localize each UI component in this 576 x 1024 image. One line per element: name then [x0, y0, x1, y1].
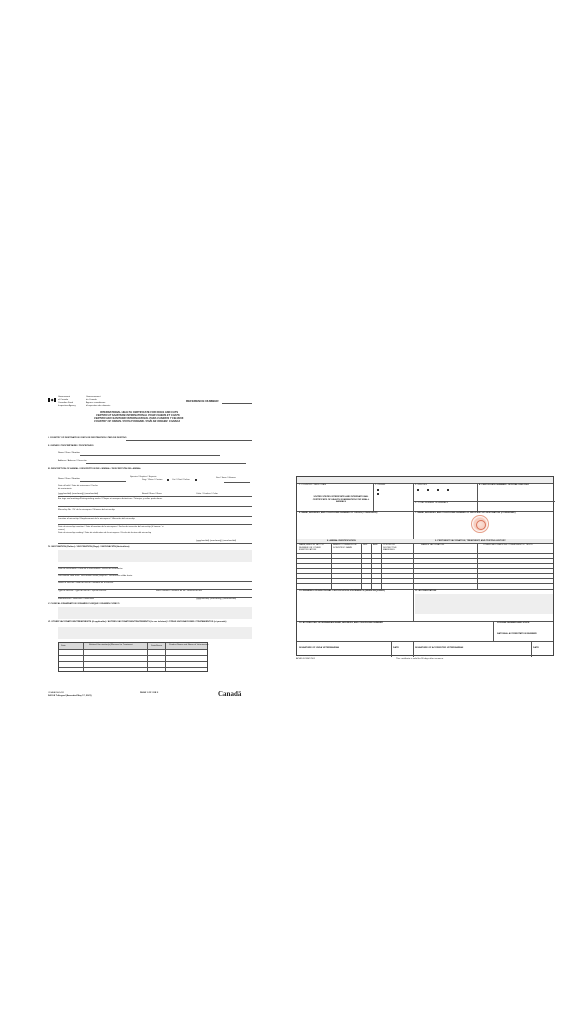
treatment-table: [58, 642, 208, 672]
eartag-label: Ear tags and markings/Distinguishing marks / Plaque et marques distinctives / Tatuajes y señas particulares: [58, 498, 163, 500]
microchip-location-label: Location of microchip / Emplacement de la micropuce / Ubicación del microchip: [58, 518, 135, 520]
consignor-label: 6. NAME, ADDRESS, AND TELEPHONE NUMBER OF ORIGIN (CONSIGNOR): [299, 512, 378, 514]
col-color: COLOR OR DISTINCTIVE MARKINGS: [383, 544, 397, 552]
agency-en: Canadian Food Inspection Agency: [58, 402, 76, 407]
other-statement: [58, 627, 252, 639]
date-format-2: (yyyy/mm/dd) (aaaa/mm/jj) (aaaa/mm/dd): [196, 598, 237, 600]
title-en: INTERNATIONAL HEALTH CERTIFICATE FOR DOGS AND CATS: [100, 411, 179, 414]
country-label: 1. COUNTRY / PAYS / PAÍS: [299, 484, 327, 486]
title-origin: COUNTRY OF ORIGIN / PAYS D'ORIGINE / PAÍS DE ORIGEN: CANADA: [94, 420, 181, 423]
owner-address-label: Address / Adresse / Dirección: [58, 460, 87, 462]
accredited-date-label: DATE: [533, 647, 539, 649]
col-breed: BREED / COMMON OR SCIENTIFIC NAME: [333, 544, 357, 549]
section-owner: II. OWNER / PROPRIÉTAIRE / PROPIETARIO: [48, 445, 94, 447]
vacc-type-label: Type of vaccine / Type de vaccin / Tipo de vacuna: [58, 590, 107, 592]
vaccination-history-header: 9. PERTINENT VACCINATION, TREATMENT, AND TESTING HISTORY: [435, 539, 506, 542]
species-dog: Dog / Chien / Canino: [142, 479, 163, 481]
section-clinical: V. CLINICAL EXAMINATION / EXAMEN CLINIQUE / EXAMEN CLÍNICO: [48, 603, 120, 605]
remarks-label: 10. REMARKS OR ADDITIONAL CERTIFICATION STATEMENTS (WHEN REQUIRED): [299, 590, 385, 592]
vacc-name-label: Name of vaccine / Nom du vaccin / Nombre de la vacuna: [58, 582, 114, 584]
manufacturer-label: Manufacturer / Fabricant / Fabricante: [58, 598, 94, 600]
section-vaccination: IV. VACCINATION (Rabies) / VACCINATION (Rage) / VACUNACIÓN (Antirrábica): [48, 546, 130, 548]
clinical-statement: [58, 607, 252, 619]
breed-label: Breed / Race / Raza: [142, 493, 162, 495]
title-es: CERTIFICADO SANITARIO INTERNACIONAL PARA CANINOS Y FELINOS: [94, 417, 184, 420]
microchip-number-label: Microchip No. / N° de la micropuce / Número del microchip: [58, 509, 115, 511]
species-checkbox-4[interactable]: [447, 489, 449, 491]
dob-label: Date of birth / Date de naissance / Fecha de nacimiento: [58, 485, 98, 490]
license-label: LICENSE NUMBER AND STATE: [497, 622, 530, 624]
vacc-valid-label: Vaccination valid until / Vaccination valide jusqu'au / Vacunación válida hasta: [58, 575, 133, 577]
col-other: OTHER VACCINATIONS / TREATMENTS / TESTS: [483, 544, 533, 546]
consignee-label: 7. NAME, ADDRESS, AND TELEPHONE NUMBER OF RECIPIENT AT DESTINATION (CONSIGNEE): [415, 512, 516, 514]
table-head-reason: Related Vaccination(s)/Reason for Treatment: [89, 644, 133, 646]
animal-id-header: 8. ANIMAL IDENTIFICATION: [327, 539, 356, 542]
table-head-time: Date/Heure: [151, 645, 163, 647]
official-seal-icon: [471, 515, 489, 533]
agency-fr: Agence canadienne d'inspection des aliments: [86, 402, 111, 407]
aphis-outer-border: [296, 476, 554, 656]
validity-note: This certificate is valid for 30 days after issuance.: [396, 658, 444, 660]
vet-name-label: 12. ACCREDITED VETERINARIAN NAME, ADDRESS, AND TELEPHONE NUMBER: [299, 622, 383, 624]
page-number: PAGE 1 OF / DE 2: [140, 692, 159, 694]
col-sex: SEX: [363, 544, 368, 546]
national-accreditation-label: NATIONAL ACCREDITATION NUMBER: [497, 633, 537, 635]
total-animals-label: 5. TOTAL NUMBER OF ANIMALS: [415, 502, 448, 504]
sex-label: Sex / Sexe / Género: [216, 477, 236, 479]
species-label: Species / Espèce / Especie: [130, 476, 157, 478]
footer-code: CFIA/ACIA 5431: [48, 692, 65, 694]
microchip-insert-label: Date of microchip insertion / Date d'insertion de la micropuce / Fecha de inserción del microchip (if known / si connu): [58, 526, 164, 531]
accreditation-label: 11. ACCREDITATION: [415, 590, 437, 592]
batch-label: Batch number / Numéro de lot / Número de lote: [156, 590, 202, 592]
cat-checkbox[interactable]: [195, 479, 197, 481]
col-rabies: RABIES VACCINATION: [421, 544, 445, 546]
cfia-certificate-page: [46, 392, 260, 698]
table-head-date: Date: [61, 645, 66, 647]
usda-signature-label: SIGNATURE OF USDA VETERINARIAN: [299, 647, 340, 649]
col-name: NAME, AND/OR TATTOO NUMBER OR OTHER IDENTIFICATION: [299, 544, 324, 552]
dob-format: (yyyy/mm/dd) (aaaa/mm/jj) (aaaa/mm/dd): [58, 493, 99, 495]
footer-form: 5431-B Trilingual (Amended May 17, 2021): [48, 695, 92, 697]
section-destination: I. COUNTRY OF DESTINATION / PAYS DE DESTINATION / PAÍS DE DESTINO: [48, 437, 127, 439]
date-format-1: (yyyy/mm/dd) (aaaa/mm/jj) (aaaa/mm/dd): [196, 540, 237, 542]
title-fr: CERTIFICAT SANITAIRE INTERNATIONAL POUR CHIENS ET CHATS: [96, 414, 180, 417]
canada-wordmark: Canadä: [218, 690, 242, 698]
microchip-read-label: Date of microchip reading / Date de vérification de la micropuce / Fecha de lectura del microchip: [58, 532, 152, 534]
section-other: VI. OTHER VACCINATIONS/TREATMENTS (if applicable) / AUTRES VACCINATIONS/TRAITEMENTS (le cas échéant) / OTRAS VACUNACIONES / TRATAMIENTOS (si procede): [48, 621, 227, 623]
dept-fr: Gouvernement du Canada: [86, 396, 101, 401]
section-description: III. DESCRIPTION OF ANIMAL / DESCRIPTION DE L'ANIMAL / DESCRIPCIÓN DEL ANIMAL: [48, 468, 141, 470]
dog-checkbox[interactable]: [167, 479, 169, 481]
species-box-label: 3. SPECIES: [415, 484, 427, 486]
aphis-certificate-page: [296, 476, 554, 658]
species-cat: Cat / Chat / Felino: [172, 479, 190, 481]
certificate-number-label: 4. CERTIFICATE NUMBER / OFFICIAL USE ONLY: [479, 484, 530, 486]
animal-name-label: Name / Nom / Nombre: [58, 478, 80, 480]
origin-box-label: 2. ORIGIN: [375, 484, 386, 486]
usda-date-label: DATE: [393, 647, 399, 649]
species-checkbox-3[interactable]: [437, 489, 439, 491]
color-label: Color / Couleur / Color: [196, 493, 218, 495]
col-age: AGE: [373, 544, 378, 546]
species-checkbox-1[interactable]: [417, 489, 419, 491]
species-checkbox-2[interactable]: [427, 489, 429, 491]
aphis-form-number: APHIS FORM 7001: [296, 658, 316, 660]
aphis-cert-title: UNITED STATES INTERSTATE AND INTERNATIONAL CERTIFICATE OF HEALTH EXAMINATION FOR SMALL ANIMALS: [312, 496, 370, 504]
vaccination-statement: [58, 550, 252, 562]
owner-name-label: Name / Nom / Nombre: [58, 452, 80, 454]
origin-checkbox-1[interactable]: [377, 489, 379, 491]
canada-flag-icon: [48, 398, 56, 402]
reference-number-label: REFERENCE NUMBER: [186, 399, 219, 403]
dept-en: Government of Canada: [58, 396, 71, 401]
vacc-date-label: Date of vaccination / Date de la vaccination / Fecha de vacunación: [58, 568, 123, 570]
table-head-product: Product Name and Name of Veterinarian: [169, 644, 209, 646]
origin-checkbox-2[interactable]: [377, 493, 379, 495]
accredited-signature-label: SIGNATURE OF ACCREDITED VETERINARIAN: [415, 647, 464, 649]
